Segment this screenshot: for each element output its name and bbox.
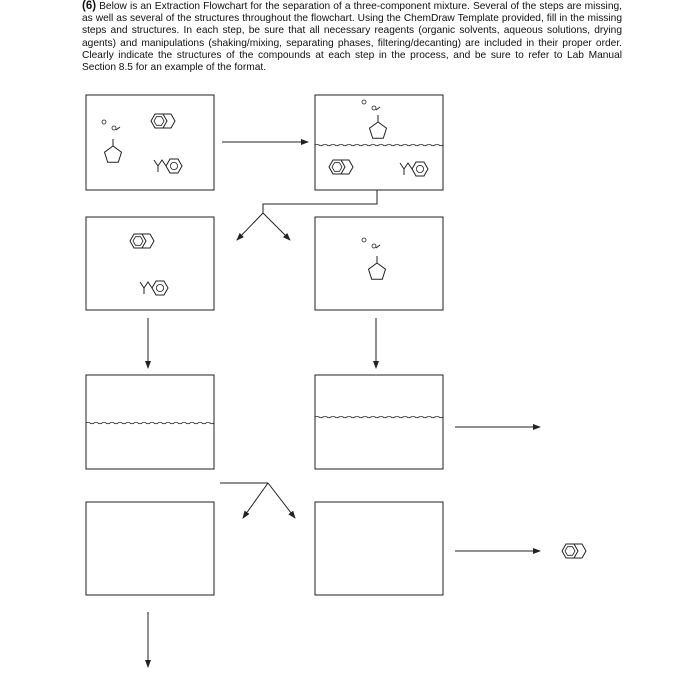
split-arrow-left-1 — [237, 213, 263, 240]
aqueous-layer-box — [315, 217, 443, 310]
question-body: Below is an Extraction Flowchart for the separation of a three-component mixture. Several of the steps are missing, as well as several of the structures throughout the flowchart. Using the ChemDraw Template provided, fill in the missing steps and structures. In each step, be sure that all necessary reagents (organic solvents, aqueous solutions, drying agents) and manipulations (shaking/mixing, separating phases, filtering/decanting) are included in their proper order. Clearly indicate the structures of the compounds at each step in the process, and be sure to refer to Lab Manual Section 8.5 for an example of the format. — [82, 1, 622, 74]
alkylbenzene-structure-organic — [140, 281, 168, 295]
cyclopentyl-structure-top — [370, 115, 387, 138]
ion-pair-structure-aqueous — [362, 238, 380, 248]
alkylbenzene-structure — [154, 159, 182, 173]
extraction-box-right — [315, 375, 443, 469]
phase-boundary-left — [86, 422, 214, 424]
split-arrow-left-2 — [243, 483, 268, 518]
phase-boundary — [315, 144, 443, 146]
ion-pair-structure — [102, 120, 120, 130]
organic-layer-box — [86, 217, 214, 310]
question-number: (6) — [82, 0, 97, 12]
ion-pair-structure-top — [362, 100, 380, 110]
fused-ring-structure-bottom — [329, 160, 353, 174]
final-box-right — [315, 502, 443, 595]
phase-boundary-right — [315, 416, 443, 418]
split-connector-1 — [263, 190, 377, 213]
split-arrow-right-2 — [268, 483, 295, 518]
fused-ring-structure — [151, 114, 175, 128]
final-box-left — [86, 502, 214, 595]
mixture-box — [86, 95, 214, 190]
split-arrow-right-1 — [263, 213, 290, 240]
cyclopentyl-structure — [105, 139, 122, 162]
cyclopentyl-structure-aqueous — [369, 256, 386, 279]
extraction-box-left — [86, 375, 214, 469]
fused-ring-structure-organic — [130, 234, 154, 248]
alkylbenzene-structure-bottom — [400, 162, 428, 176]
fused-ring-product — [562, 544, 586, 558]
